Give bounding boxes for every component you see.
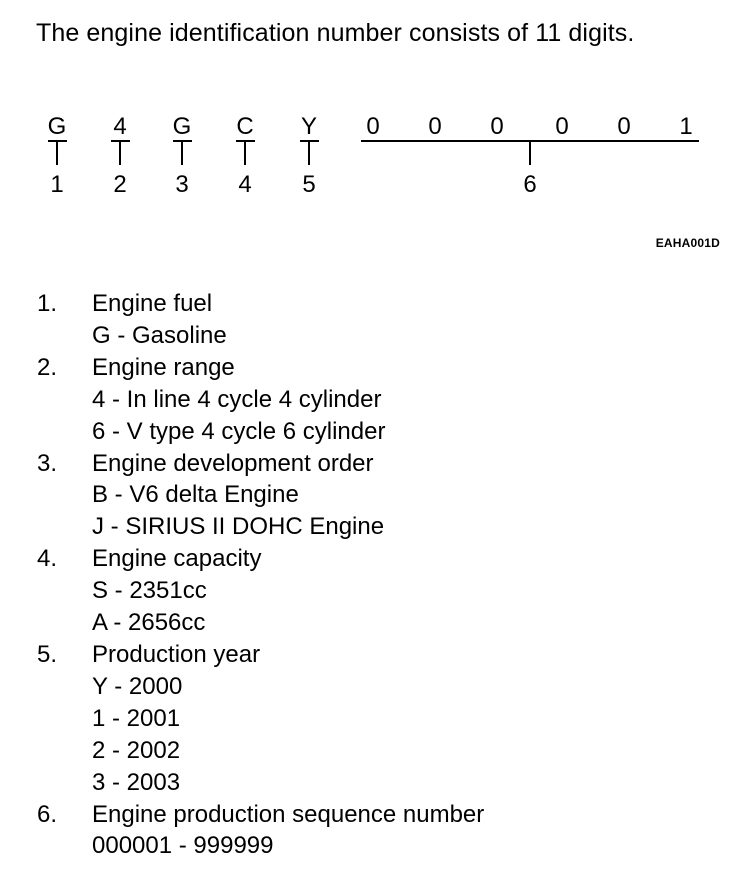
legend-item-6 — [0, 799, 484, 863]
legend-option: 6 - V type 4 cycle 6 cylinder — [92, 417, 386, 445]
legend-heading: Engine production sequence number — [92, 800, 485, 828]
legend-heading: Engine capacity — [92, 545, 262, 573]
legend-option: G - Gasoline — [92, 321, 227, 349]
diagram-position-2 — [111, 113, 130, 198]
diagram-char-3: G — [172, 113, 192, 140]
diagram-index-1: 1 — [50, 171, 64, 198]
legend-option: S - 2351cc — [92, 577, 207, 605]
diagram-char-2: 4 — [113, 113, 127, 140]
legend-option: 4 - In line 4 cycle 4 cylinder — [92, 385, 382, 413]
legend-heading: Engine range — [92, 353, 235, 381]
legend-item-1 — [0, 288, 484, 352]
legend-option: B - V6 delta Engine — [92, 481, 299, 509]
diagram-position-3 — [173, 113, 192, 198]
legend-option: 3 - 2003 — [92, 768, 181, 796]
diagram-char-5: Y — [300, 113, 318, 140]
diagram-position-1 — [48, 113, 67, 198]
legend-item-3 — [0, 448, 484, 544]
diagram-index-3: 3 — [175, 171, 189, 198]
legend-option: J - SIRIUS II DOHC Engine — [92, 513, 385, 541]
diagram-seq-digit-2: 0 — [428, 113, 442, 140]
legend-item-5 — [0, 639, 484, 799]
legend-option: 000001 - 999999 — [92, 832, 274, 860]
legend-item-4 — [0, 543, 484, 639]
diagram-sequence — [361, 113, 699, 198]
figure-code: EAHA001D — [655, 236, 720, 250]
intro-text: The engine identification number consists of 11 digits. — [36, 19, 635, 47]
legend-option: A - 2656cc — [92, 609, 206, 637]
legend-number: 1. — [37, 290, 58, 317]
diagram-position-5 — [300, 113, 319, 198]
legend-number: 5. — [37, 640, 58, 668]
diagram-seq-digit-6: 1 — [679, 113, 693, 140]
legend-option: 2 - 2002 — [92, 736, 181, 764]
diagram-index-2: 2 — [113, 171, 127, 198]
legend-list — [0, 288, 484, 862]
legend-option: 1 - 2001 — [92, 704, 181, 732]
legend-option: Y - 2000 — [92, 672, 183, 700]
diagram-index-4: 4 — [238, 171, 252, 198]
legend-number: 2. — [37, 353, 58, 381]
legend-heading: Engine fuel — [92, 290, 213, 317]
diagram-index-5: 5 — [302, 171, 316, 198]
diagram-position-4 — [236, 113, 255, 198]
diagram-seq-digit-3: 0 — [490, 113, 504, 140]
diagram-char-1: G — [47, 113, 67, 140]
legend-number: 4. — [37, 545, 58, 573]
legend-heading: Engine development order — [92, 449, 374, 477]
legend-item-2 — [0, 352, 484, 448]
diagram-seq-digit-1: 0 — [366, 113, 380, 140]
legend-number: 3. — [37, 449, 58, 477]
diagram-seq-digit-5: 0 — [617, 113, 631, 140]
legend-heading: Production year — [92, 640, 261, 668]
engine-number-diagram — [0, 0, 752, 300]
legend-number: 6. — [37, 800, 58, 828]
diagram-index-6: 6 — [523, 171, 537, 198]
diagram-seq-digit-4: 0 — [555, 113, 569, 140]
diagram-char-4: C — [236, 113, 254, 140]
